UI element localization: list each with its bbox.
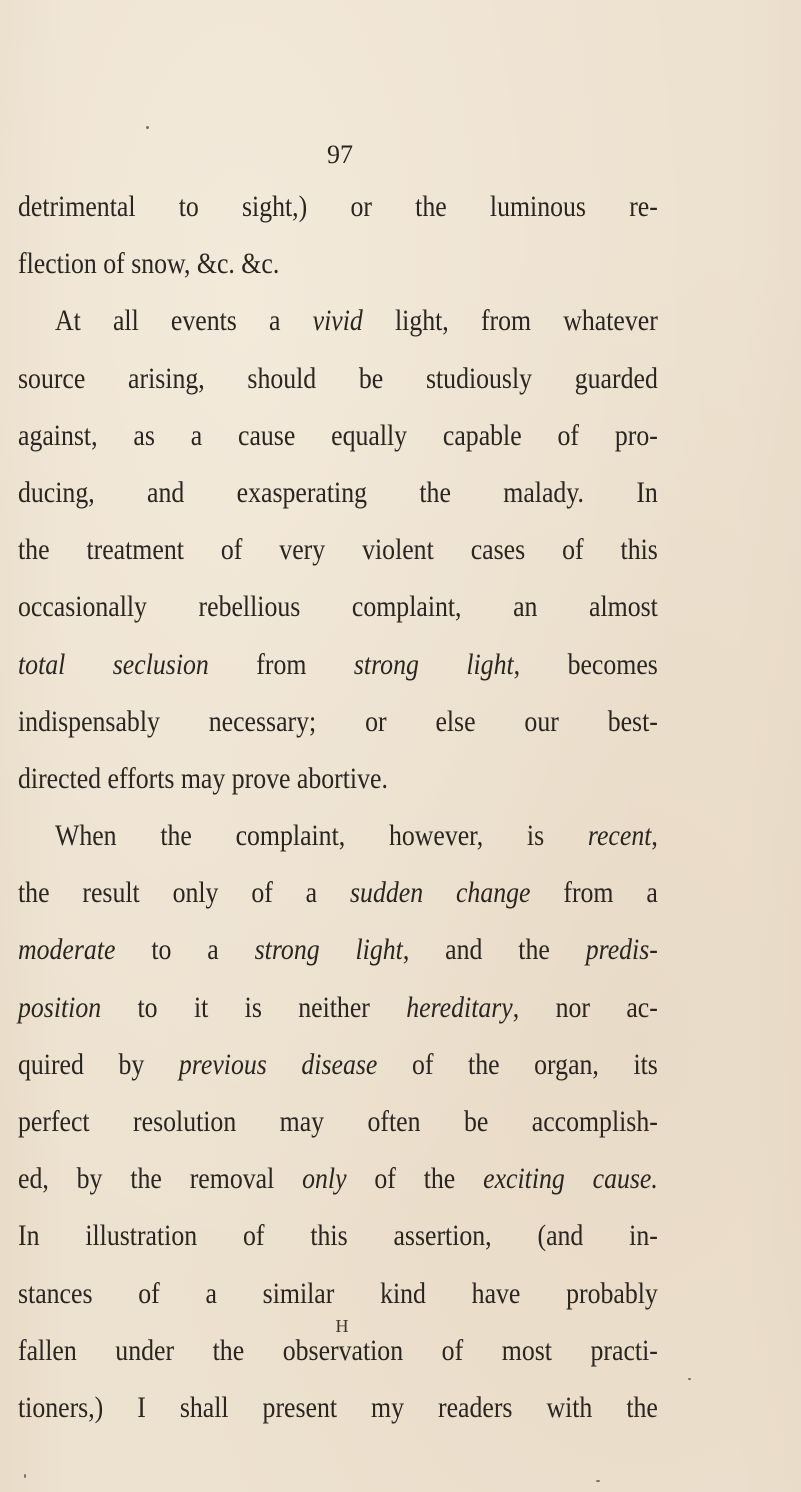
text-run: directed efforts may prove abortive.	[18, 761, 388, 795]
text-run: , nor ac-	[512, 990, 658, 1024]
text-line	[18, 1036, 658, 1093]
text-line	[18, 1379, 658, 1436]
text-run: tioners,) I shall present my readers with the	[18, 1390, 658, 1424]
text-run: perfect resolution may often be accomplish-	[18, 1105, 658, 1138]
text-run: source arising, should be studiously guarded	[18, 361, 658, 395]
italic-phrase: previous disease	[178, 1047, 378, 1081]
italic-phrase: exciting cause.	[483, 1162, 658, 1196]
text-line	[18, 693, 658, 750]
italic-phrase: strong light	[254, 933, 403, 967]
text-line	[18, 292, 658, 349]
paper-speck	[146, 126, 149, 129]
body-text	[18, 178, 658, 1436]
text-run: the treatment of very violent cases of this	[18, 533, 658, 567]
text-run: from	[208, 647, 354, 681]
text-run: indispensably necessary; or else our best-	[18, 704, 658, 738]
text-run: the result only of a	[18, 876, 351, 910]
text-line	[18, 807, 658, 864]
text-line	[18, 1207, 658, 1264]
text-run: detrimental to sight,) or the luminous re-	[18, 190, 658, 223]
signature-mark: H	[335, 1316, 349, 1336]
text-line	[18, 235, 658, 292]
text-run: light, from whatever	[362, 304, 658, 338]
text-run: stances of a similar kind have probably	[18, 1276, 658, 1310]
text-run: , becomes	[513, 647, 658, 681]
paper-speck	[24, 1474, 26, 1478]
text-run: quired by	[18, 1047, 179, 1081]
paper-speck	[688, 1378, 691, 1380]
text-line	[18, 1265, 658, 1322]
text-run: from a	[530, 876, 658, 910]
italic-phrase: hereditary	[406, 990, 513, 1024]
italic-phrase: total seclusion	[18, 647, 209, 681]
text-line	[18, 1093, 658, 1150]
text-run: ,	[651, 819, 658, 853]
text-line	[18, 521, 658, 578]
text-line	[18, 921, 658, 978]
text-run: fallen under the observation of most practi-	[18, 1333, 658, 1367]
text-run: At all events a	[54, 304, 313, 338]
text-run: against, as a cause equally capable of pro-	[18, 418, 658, 452]
text-line	[18, 178, 658, 235]
page-number: 97	[327, 140, 353, 169]
text-run: In illustration of this assertion, (and in-	[18, 1219, 658, 1253]
text-run: to it is neither	[101, 990, 407, 1024]
text-run: ducing, and exasperating the malady. In	[18, 475, 658, 509]
text-run: of the organ, its	[377, 1047, 658, 1081]
italic-phrase: sudden change	[350, 876, 531, 910]
paper-speck	[596, 1480, 600, 1482]
text-line	[18, 578, 658, 635]
text-line	[18, 750, 658, 807]
text-run: When the complaint, however, is	[54, 819, 588, 853]
text-run: occasionally rebellious complaint, an almost	[18, 590, 658, 624]
text-run: flection of snow, &c. &c.	[18, 247, 280, 281]
text-line	[18, 864, 658, 921]
italic-phrase: recent	[587, 819, 652, 853]
text-line	[18, 350, 658, 407]
text-line	[18, 407, 658, 464]
text-run: of the	[346, 1162, 484, 1196]
italic-phrase: position	[18, 990, 102, 1024]
italic-phrase: vivid	[312, 304, 363, 338]
italic-phrase: only	[302, 1162, 347, 1196]
text-line	[18, 1150, 658, 1207]
text-run: to a	[115, 933, 255, 967]
italic-phrase: predis-	[585, 933, 658, 967]
italic-phrase: moderate	[18, 933, 116, 967]
italic-phrase: strong light	[353, 647, 514, 681]
text-line	[18, 464, 658, 521]
text-line	[18, 979, 658, 1036]
text-run: , and the	[402, 933, 586, 967]
text-line	[18, 636, 658, 693]
text-run: ed, by the removal	[18, 1162, 303, 1196]
